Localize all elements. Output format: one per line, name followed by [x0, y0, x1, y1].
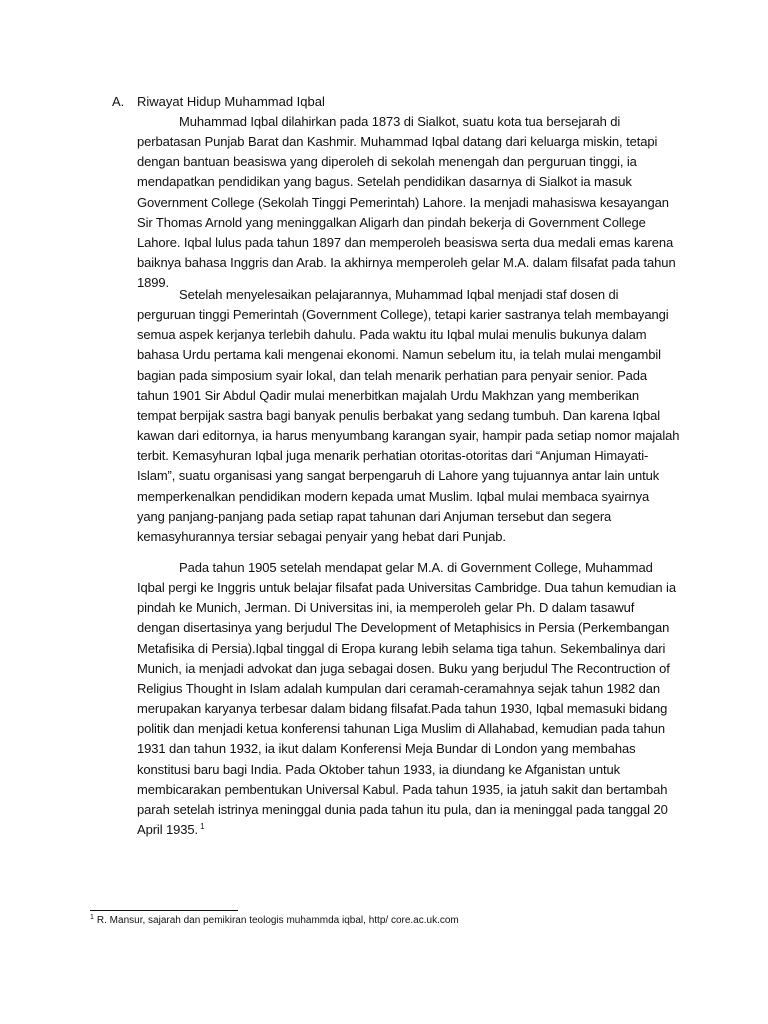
section-title: Riwayat Hidup Muhammad Iqbal — [137, 94, 325, 109]
footnote-reference: 1 — [200, 821, 205, 831]
paragraph-text: Muhammad Iqbal dilahirkan pada 1873 di Sialkot, suatu kota tua bersejarah di perbatasan Punjab Barat dan Kashmir. Muhammad Iqbal datang dari keluarga miskin, tetapi dengan bantuan beasiswa yang diperoleh di sekolah menengah dan perguruan tinggi, ia mendapatkan pendidikan yang bagus. Setelah pendidikan dasarnya di Sialkot ia masuk Government College (Sekolah Tinggi Pemerintah) Lahore. Ia menjadi mahasiswa kesayangan Sir Thomas Arnold yang meninggalkan Aligarh dan pindah bekerja di Government College Lahore. Iqbal lulus pada tahun 1897 dan memperoleh beasiswa serta dua medali emas karena baiknya bahasa Inggris dan Arab. Ia akhirnya memperoleh gelar M.A. dalam filsafat pada tahun 1899. — [137, 114, 676, 291]
footnote — [90, 913, 459, 929]
footnote-number: 1 — [90, 913, 94, 921]
paragraph-3 — [137, 558, 680, 840]
paragraph-text: Setelah menyelesaikan pelajarannya, Muhammad Iqbal menjadi staf dosen di perguruan tinggi Pemerintah (Government College), tetapi karier sastranya telah membayangi semua aspek kerjanya terlebih dahulu. Pada waktu itu Iqbal mulai menulis bukunya dalam bahasa Urdu pertama kali mengenai ekonomi. Namun sebelum itu, ia telah mulai mengambil bagian pada simposium syair lokal, dan telah menarik perhatian para penyair senior. Pada tahun 1901 Sir Abdul Qadir mulai menerbitkan majalah Urdu Makhzan yang memberikan tempat berpijak sastra bagi banyak penulis berbakat yang sedang tumbuh. Dan karena Iqbal kawan dari editornya, ia harus menyumbang karangan syair, hampir pada setiap nomor majalah terbit. Kemasyhuran Iqbal juga menarik perhatian otoritas-otoritas dari “Anjuman Himayati-Islam”, suatu organisasi yang sangat berpengaruh di Lahore yang tujuannya antar lain untuk memperkenalkan pendidikan modern kepada umat Muslim. Iqbal mulai membaca syairnya yang panjang-panjang pada setiap rapat tahunan dari Anjuman tersebut dan segera kemasyhurannya tersiar sebagai penyair yang hebat dari Punjab. — [137, 287, 680, 544]
footnote-separator — [90, 910, 238, 911]
paragraph-1 — [137, 112, 680, 293]
paragraph-3-text: Pada tahun 1905 setelah mendapat gelar M.A. di Government College, Muhammad Iqbal pergi ke Inggris untuk belajar filsafat pada Universitas Cambridge. Dua tahun kemudian ia pindah ke Munich, Jerman. Di Universitas ini, ia memperoleh gelar Ph. D dalam tasawuf dengan disertasinya yang berjudul The Development of Metaphisics in Persia (Perkembangan Metafisika di Persia).Iqbal tinggal di Eropa kurang lebih selama tiga tahun. Sekembalinya dari Munich, ia menjadi advokat dan juga sebagai dosen. Buku yang berjudul The Recontruction of Religius Thought in Islam adalah kumpulan dari ceramah-ceramahnya sejak tahun 1982 dan merupakan karyanya terbesar dalam bidang filsafat.Pada tahun 1930, Iqbal memasuki bidang politik dan menjadi ketua konferensi tahunan Liga Muslim di Allahabad, kemudian pada tahun 1931 dan tahun 1932, ia ikut dalam Konferensi Meja Bundar di London yang membahas konstitusi baru bagi India. Pada Oktober tahun 1933, ia diundang ke Afganistan untuk membicarakan pembentukan Universal Kabul. Pada tahun 1935, ia jatuh sakit dan bertambah parah setelah istrinya meninggal dunia pada tahun itu pula, dan ia meninggal pada tanggal 20 April 1935. — [137, 560, 676, 838]
paragraph-2 — [137, 285, 680, 547]
footnote-text: R. Mansur, sajarah dan pemikiran teologis muhammda iqbal, http/ core.ac.uk.com — [96, 915, 459, 926]
section-heading — [112, 92, 325, 112]
section-marker: A. — [112, 94, 125, 109]
paragraph-text — [137, 558, 680, 840]
